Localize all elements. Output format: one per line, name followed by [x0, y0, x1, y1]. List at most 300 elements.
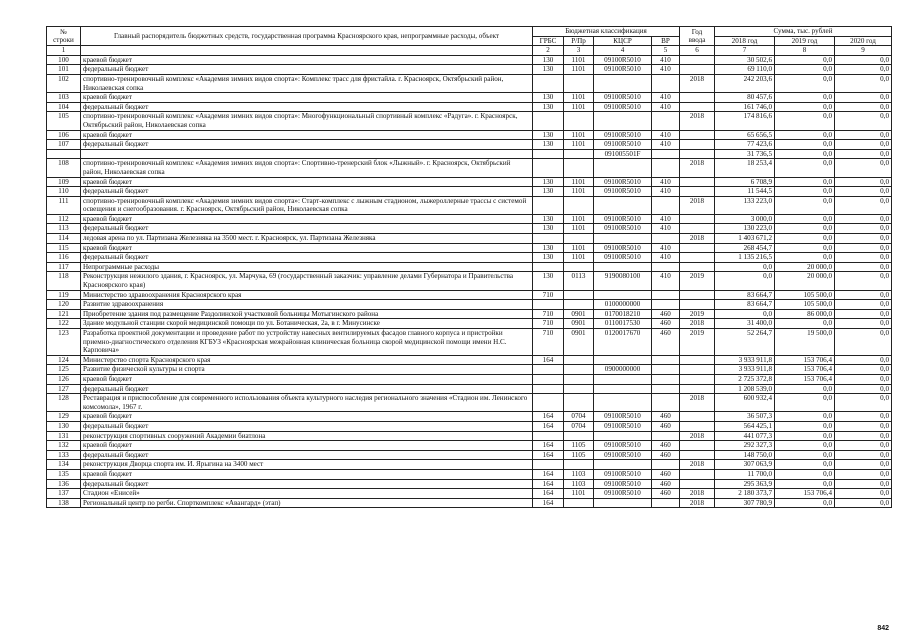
- row-sum-2019: 153 706,4: [775, 365, 835, 375]
- row-year: 2018: [680, 489, 715, 499]
- row-grbs: 164: [533, 412, 564, 422]
- row-number: 118: [47, 272, 81, 290]
- row-sum-2019: 0,0: [775, 243, 835, 253]
- row-year: [680, 374, 715, 384]
- row-grbs: 164: [533, 450, 564, 460]
- row-sum-2019: 0,0: [775, 74, 835, 92]
- row-vr: 460: [652, 469, 680, 479]
- row-rpr: [564, 149, 594, 159]
- row-sum-2018: 1 403 671,2: [715, 234, 775, 244]
- row-kcsr: 0100000000: [594, 300, 652, 310]
- row-sum-2018: 0,0: [715, 309, 775, 319]
- header-budget-class: Бюджетная классификация: [533, 27, 680, 37]
- row-year: [680, 102, 715, 112]
- row-sum-2019: 153 706,4: [775, 489, 835, 499]
- row-kcsr: 09100R5010: [594, 65, 652, 75]
- row-sum-2019: 0,0: [775, 394, 835, 412]
- table-row: [47, 196, 892, 214]
- row-sum-2018: 11 700,0: [715, 469, 775, 479]
- table-row: [47, 479, 892, 489]
- row-grbs: 130: [533, 65, 564, 75]
- row-sum-2020: 0,0: [835, 262, 892, 272]
- table-row: [47, 243, 892, 253]
- row-vr: 460: [652, 309, 680, 319]
- table-row: [47, 140, 892, 150]
- document-page: [46, 26, 891, 508]
- row-sum-2020: 0,0: [835, 74, 892, 92]
- header-vr: ВР: [652, 36, 680, 46]
- row-name: федеральный бюджет: [81, 253, 533, 263]
- colnum-4: 4: [594, 46, 652, 56]
- row-rpr: 0704: [564, 412, 594, 422]
- row-year: [680, 290, 715, 300]
- row-sum-2018: 2 180 373,7: [715, 489, 775, 499]
- row-sum-2020: 0,0: [835, 365, 892, 375]
- row-sum-2018: 307 780,9: [715, 498, 775, 508]
- colnum-3: 3: [564, 46, 594, 56]
- row-name: краевой бюджет: [81, 93, 533, 103]
- row-year: [680, 65, 715, 75]
- row-year: [680, 93, 715, 103]
- row-rpr: [564, 355, 594, 365]
- row-year: [680, 149, 715, 159]
- header-year-top: Год: [691, 27, 703, 36]
- row-year: [680, 421, 715, 431]
- row-sum-2018: 600 932,4: [715, 394, 775, 412]
- row-kcsr: [594, 234, 652, 244]
- row-kcsr: 0900000000: [594, 365, 652, 375]
- row-vr: 460: [652, 421, 680, 431]
- row-kcsr: 09100R5010: [594, 214, 652, 224]
- row-year: [680, 355, 715, 365]
- row-rpr: [564, 394, 594, 412]
- row-grbs: [533, 384, 564, 394]
- row-number: 123: [47, 329, 81, 356]
- table-row: [47, 412, 892, 422]
- row-kcsr: [594, 74, 652, 92]
- row-vr: [652, 498, 680, 508]
- table-row: [47, 112, 892, 130]
- row-year: [680, 253, 715, 263]
- row-name: Развитие здравоохранения: [81, 300, 533, 310]
- row-grbs: 130: [533, 224, 564, 234]
- row-number: 131: [47, 431, 81, 441]
- row-sum-2019: 153 706,4: [775, 355, 835, 365]
- row-vr: [652, 196, 680, 214]
- row-rpr: 1101: [564, 224, 594, 234]
- row-kcsr: 09100R5010: [594, 469, 652, 479]
- row-year: 2018: [680, 460, 715, 470]
- row-name: Приобретение здания под размещение Раздолинской участковой больницы Мотыгинского района: [81, 309, 533, 319]
- row-sum-2018: 83 664,7: [715, 290, 775, 300]
- row-sum-2018: 292 327,3: [715, 441, 775, 451]
- row-sum-2020: 0,0: [835, 55, 892, 65]
- row-sum-2019: 0,0: [775, 412, 835, 422]
- row-sum-2020: 0,0: [835, 394, 892, 412]
- row-sum-2019: 0,0: [775, 498, 835, 508]
- row-year: [680, 412, 715, 422]
- row-grbs: [533, 431, 564, 441]
- row-grbs: 710: [533, 329, 564, 356]
- row-grbs: 164: [533, 479, 564, 489]
- row-sum-2019: 0,0: [775, 224, 835, 234]
- row-grbs: 130: [533, 177, 564, 187]
- table-row: [47, 65, 892, 75]
- row-number: 102: [47, 74, 81, 92]
- row-sum-2018: 268 454,7: [715, 243, 775, 253]
- table-row: [47, 253, 892, 263]
- row-number: [47, 149, 81, 159]
- row-year: 2018: [680, 234, 715, 244]
- table-row: [47, 319, 892, 329]
- row-sum-2020: 0,0: [835, 384, 892, 394]
- row-rpr: 1101: [564, 102, 594, 112]
- row-grbs: [533, 374, 564, 384]
- row-vr: [652, 234, 680, 244]
- table-row: [47, 262, 892, 272]
- row-name: Разработка проектной документации и проведение работ по устройству навесных вентилируемых фасадов главного корпуса и пристройки приемно-диагностического отделения КГБУЗ «Красноярская межрайонная клиническая больница скорой медицинской помощи имени Н.С. Карповича»: [81, 329, 533, 356]
- row-sum-2018: 30 502,6: [715, 55, 775, 65]
- row-name: краевой бюджет: [81, 130, 533, 140]
- row-kcsr: 09100R5010: [594, 479, 652, 489]
- row-kcsr: [594, 112, 652, 130]
- row-grbs: 164: [533, 421, 564, 431]
- table-row: [47, 421, 892, 431]
- row-number: 104: [47, 102, 81, 112]
- row-sum-2018: 31 736,5: [715, 149, 775, 159]
- row-vr: 460: [652, 412, 680, 422]
- row-kcsr: [594, 431, 652, 441]
- row-grbs: 130: [533, 214, 564, 224]
- row-name: краевой бюджет: [81, 177, 533, 187]
- row-name: краевой бюджет: [81, 214, 533, 224]
- row-kcsr: 09100R5010: [594, 140, 652, 150]
- header-sum: Сумма, тыс. рублей: [715, 27, 892, 37]
- row-kcsr: 09100R5010: [594, 253, 652, 263]
- row-vr: 460: [652, 489, 680, 499]
- row-sum-2020: 0,0: [835, 272, 892, 290]
- row-sum-2018: 31 400,0: [715, 319, 775, 329]
- row-sum-2018: 3 000,0: [715, 214, 775, 224]
- row-rpr: 1101: [564, 140, 594, 150]
- row-sum-2018: 295 363,9: [715, 479, 775, 489]
- row-rpr: 0901: [564, 319, 594, 329]
- table-row: [47, 290, 892, 300]
- row-grbs: 710: [533, 319, 564, 329]
- table-row: [47, 130, 892, 140]
- row-kcsr: 09100R5010: [594, 102, 652, 112]
- row-sum-2020: 0,0: [835, 460, 892, 470]
- row-kcsr: 0110017530: [594, 319, 652, 329]
- row-kcsr: 09100R5010: [594, 243, 652, 253]
- row-name: краевой бюджет: [81, 243, 533, 253]
- row-year: [680, 300, 715, 310]
- row-name: Реконструкция нежилого здания, г. Красноярск, ул. Марчука, 69 (государственный заказчик: управление делами Губернатора и Правительства Красноярского края): [81, 272, 533, 290]
- row-sum-2020: 0,0: [835, 149, 892, 159]
- header-year: [680, 27, 715, 46]
- row-year: [680, 243, 715, 253]
- row-grbs: [533, 394, 564, 412]
- row-sum-2019: 105 500,0: [775, 290, 835, 300]
- row-grbs: 130: [533, 187, 564, 197]
- row-vr: [652, 394, 680, 412]
- row-sum-2018: 133 223,0: [715, 196, 775, 214]
- row-vr: [652, 159, 680, 177]
- row-sum-2020: 0,0: [835, 159, 892, 177]
- row-number: 133: [47, 450, 81, 460]
- row-name: краевой бюджет: [81, 55, 533, 65]
- row-sum-2018: 3 933 911,8: [715, 355, 775, 365]
- row-vr: [652, 384, 680, 394]
- table-row: [47, 394, 892, 412]
- row-grbs: 164: [533, 469, 564, 479]
- row-rpr: [564, 460, 594, 470]
- table-row: [47, 93, 892, 103]
- row-sum-2020: 0,0: [835, 243, 892, 253]
- row-sum-2020: 0,0: [835, 498, 892, 508]
- table-row: [47, 460, 892, 470]
- row-sum-2019: 0,0: [775, 65, 835, 75]
- table-row: [47, 187, 892, 197]
- header-num-top: №: [60, 27, 67, 36]
- row-number: 115: [47, 243, 81, 253]
- row-sum-2020: 0,0: [835, 441, 892, 451]
- row-name: федеральный бюджет: [81, 384, 533, 394]
- row-year: [680, 224, 715, 234]
- row-sum-2019: 0,0: [775, 431, 835, 441]
- table-header: [47, 27, 892, 56]
- row-rpr: [564, 300, 594, 310]
- colnum-5: 5: [652, 46, 680, 56]
- header-rpr: Р/Пр: [564, 36, 594, 46]
- row-number: 119: [47, 290, 81, 300]
- row-rpr: [564, 384, 594, 394]
- row-name: федеральный бюджет: [81, 421, 533, 431]
- row-sum-2019: 105 500,0: [775, 300, 835, 310]
- row-vr: [652, 290, 680, 300]
- table-row: [47, 374, 892, 384]
- table-row: [47, 309, 892, 319]
- row-sum-2018: 0,0: [715, 262, 775, 272]
- row-sum-2018: 65 656,5: [715, 130, 775, 140]
- colnum-8: 8: [775, 46, 835, 56]
- row-vr: [652, 355, 680, 365]
- row-year: 2018: [680, 394, 715, 412]
- row-sum-2018: 52 264,7: [715, 329, 775, 356]
- row-sum-2019: 0,0: [775, 450, 835, 460]
- header-2019: 2019 год: [775, 36, 835, 46]
- row-name: федеральный бюджет: [81, 65, 533, 75]
- row-sum-2018: 80 457,6: [715, 93, 775, 103]
- row-sum-2018: 36 507,3: [715, 412, 775, 422]
- row-sum-2018: 69 110,0: [715, 65, 775, 75]
- row-vr: [652, 365, 680, 375]
- row-grbs: 164: [533, 355, 564, 365]
- row-sum-2018: 307 063,9: [715, 460, 775, 470]
- row-name: федеральный бюджет: [81, 450, 533, 460]
- row-number: 128: [47, 394, 81, 412]
- row-sum-2019: 0,0: [775, 479, 835, 489]
- table-row: [47, 450, 892, 460]
- row-grbs: 130: [533, 253, 564, 263]
- row-number: 121: [47, 309, 81, 319]
- row-year: 2018: [680, 74, 715, 92]
- row-kcsr: 09100R5010: [594, 412, 652, 422]
- row-vr: [652, 460, 680, 470]
- row-rpr: 1103: [564, 469, 594, 479]
- row-grbs: 164: [533, 489, 564, 499]
- row-sum-2020: 0,0: [835, 130, 892, 140]
- row-sum-2020: 0,0: [835, 329, 892, 356]
- row-number: 132: [47, 441, 81, 451]
- row-sum-2018: 148 750,0: [715, 450, 775, 460]
- row-vr: 410: [652, 65, 680, 75]
- row-kcsr: 091005501F: [594, 149, 652, 159]
- row-name: федеральный бюджет: [81, 224, 533, 234]
- table-row: [47, 329, 892, 356]
- row-name: Непрограммные расходы: [81, 262, 533, 272]
- row-sum-2019: 0,0: [775, 177, 835, 187]
- row-vr: 460: [652, 329, 680, 356]
- row-vr: [652, 300, 680, 310]
- row-sum-2020: 0,0: [835, 479, 892, 489]
- row-year: 2018: [680, 319, 715, 329]
- row-vr: 410: [652, 224, 680, 234]
- row-name: [81, 149, 533, 159]
- row-name: краевой бюджет: [81, 412, 533, 422]
- row-kcsr: [594, 159, 652, 177]
- row-sum-2020: 0,0: [835, 253, 892, 263]
- row-grbs: 130: [533, 93, 564, 103]
- row-rpr: 1101: [564, 187, 594, 197]
- row-vr: [652, 149, 680, 159]
- row-kcsr: 09100R5010: [594, 187, 652, 197]
- row-year: 2018: [680, 498, 715, 508]
- row-sum-2018: 564 425,1: [715, 421, 775, 431]
- row-number: 117: [47, 262, 81, 272]
- row-rpr: 1105: [564, 441, 594, 451]
- row-rpr: 1101: [564, 214, 594, 224]
- row-sum-2019: 0,0: [775, 149, 835, 159]
- row-sum-2019: 0,0: [775, 93, 835, 103]
- row-name: краевой бюджет: [81, 469, 533, 479]
- header-num-bottom: строки: [53, 36, 74, 45]
- row-sum-2019: 0,0: [775, 159, 835, 177]
- row-grbs: [533, 460, 564, 470]
- row-sum-2019: 0,0: [775, 421, 835, 431]
- row-year: [680, 177, 715, 187]
- row-number: 126: [47, 374, 81, 384]
- row-vr: 460: [652, 319, 680, 329]
- row-rpr: 1101: [564, 489, 594, 499]
- row-number: 129: [47, 412, 81, 422]
- page-number: 842: [877, 625, 889, 632]
- row-grbs: [533, 112, 564, 130]
- row-vr: 410: [652, 253, 680, 263]
- row-vr: 410: [652, 102, 680, 112]
- row-kcsr: 09100R5010: [594, 55, 652, 65]
- header-grbs: ГРБС: [533, 36, 564, 46]
- row-sum-2020: 0,0: [835, 421, 892, 431]
- row-grbs: 710: [533, 290, 564, 300]
- row-year: [680, 450, 715, 460]
- row-sum-2019: 0,0: [775, 196, 835, 214]
- row-number: 138: [47, 498, 81, 508]
- row-year: 2019: [680, 329, 715, 356]
- row-sum-2018: 0,0: [715, 272, 775, 290]
- row-name: федеральный бюджет: [81, 187, 533, 197]
- row-sum-2019: 0,0: [775, 55, 835, 65]
- row-number: 134: [47, 460, 81, 470]
- table-row: [47, 441, 892, 451]
- row-rpr: [564, 374, 594, 384]
- row-number: 108: [47, 159, 81, 177]
- row-rpr: [564, 74, 594, 92]
- row-kcsr: 0170018210: [594, 309, 652, 319]
- colnum-1: 1: [47, 46, 81, 56]
- row-grbs: 130: [533, 102, 564, 112]
- table-row: [47, 214, 892, 224]
- row-number: 100: [47, 55, 81, 65]
- budget-table: [46, 26, 892, 508]
- row-number: 107: [47, 140, 81, 150]
- row-number: 101: [47, 65, 81, 75]
- row-number: 109: [47, 177, 81, 187]
- row-name: ледовая арена по ул. Партизана Железняка на 3500 мест. г. Красноярск, ул. Партизана Железняка: [81, 234, 533, 244]
- row-kcsr: [594, 290, 652, 300]
- table-row: [47, 498, 892, 508]
- row-rpr: [564, 234, 594, 244]
- row-sum-2020: 0,0: [835, 319, 892, 329]
- row-year: [680, 140, 715, 150]
- row-sum-2018: 3 933 911,8: [715, 365, 775, 375]
- row-vr: 410: [652, 93, 680, 103]
- row-grbs: 130: [533, 272, 564, 290]
- table-row: [47, 102, 892, 112]
- row-vr: 410: [652, 272, 680, 290]
- row-kcsr: [594, 460, 652, 470]
- row-kcsr: 0120017670: [594, 329, 652, 356]
- row-kcsr: 09100R5010: [594, 450, 652, 460]
- row-sum-2019: 0,0: [775, 384, 835, 394]
- row-year: 2019: [680, 272, 715, 290]
- row-sum-2018: 11 544,5: [715, 187, 775, 197]
- row-sum-2020: 0,0: [835, 412, 892, 422]
- colnum-2: 2: [533, 46, 564, 56]
- table-row: [47, 159, 892, 177]
- row-sum-2019: 0,0: [775, 441, 835, 451]
- row-sum-2019: 0,0: [775, 460, 835, 470]
- row-grbs: 130: [533, 130, 564, 140]
- row-year: [680, 55, 715, 65]
- row-kcsr: 09100R5010: [594, 421, 652, 431]
- row-rpr: 1103: [564, 479, 594, 489]
- row-number: 106: [47, 130, 81, 140]
- row-sum-2018: 83 664,7: [715, 300, 775, 310]
- row-sum-2020: 0,0: [835, 374, 892, 384]
- row-vr: 460: [652, 441, 680, 451]
- row-grbs: 130: [533, 243, 564, 253]
- row-rpr: [564, 159, 594, 177]
- row-sum-2020: 0,0: [835, 489, 892, 499]
- colnum-1-name: [81, 46, 533, 56]
- row-sum-2018: 174 816,6: [715, 112, 775, 130]
- row-sum-2020: 0,0: [835, 469, 892, 479]
- row-sum-2020: 0,0: [835, 300, 892, 310]
- row-vr: [652, 431, 680, 441]
- row-vr: 410: [652, 187, 680, 197]
- row-vr: [652, 74, 680, 92]
